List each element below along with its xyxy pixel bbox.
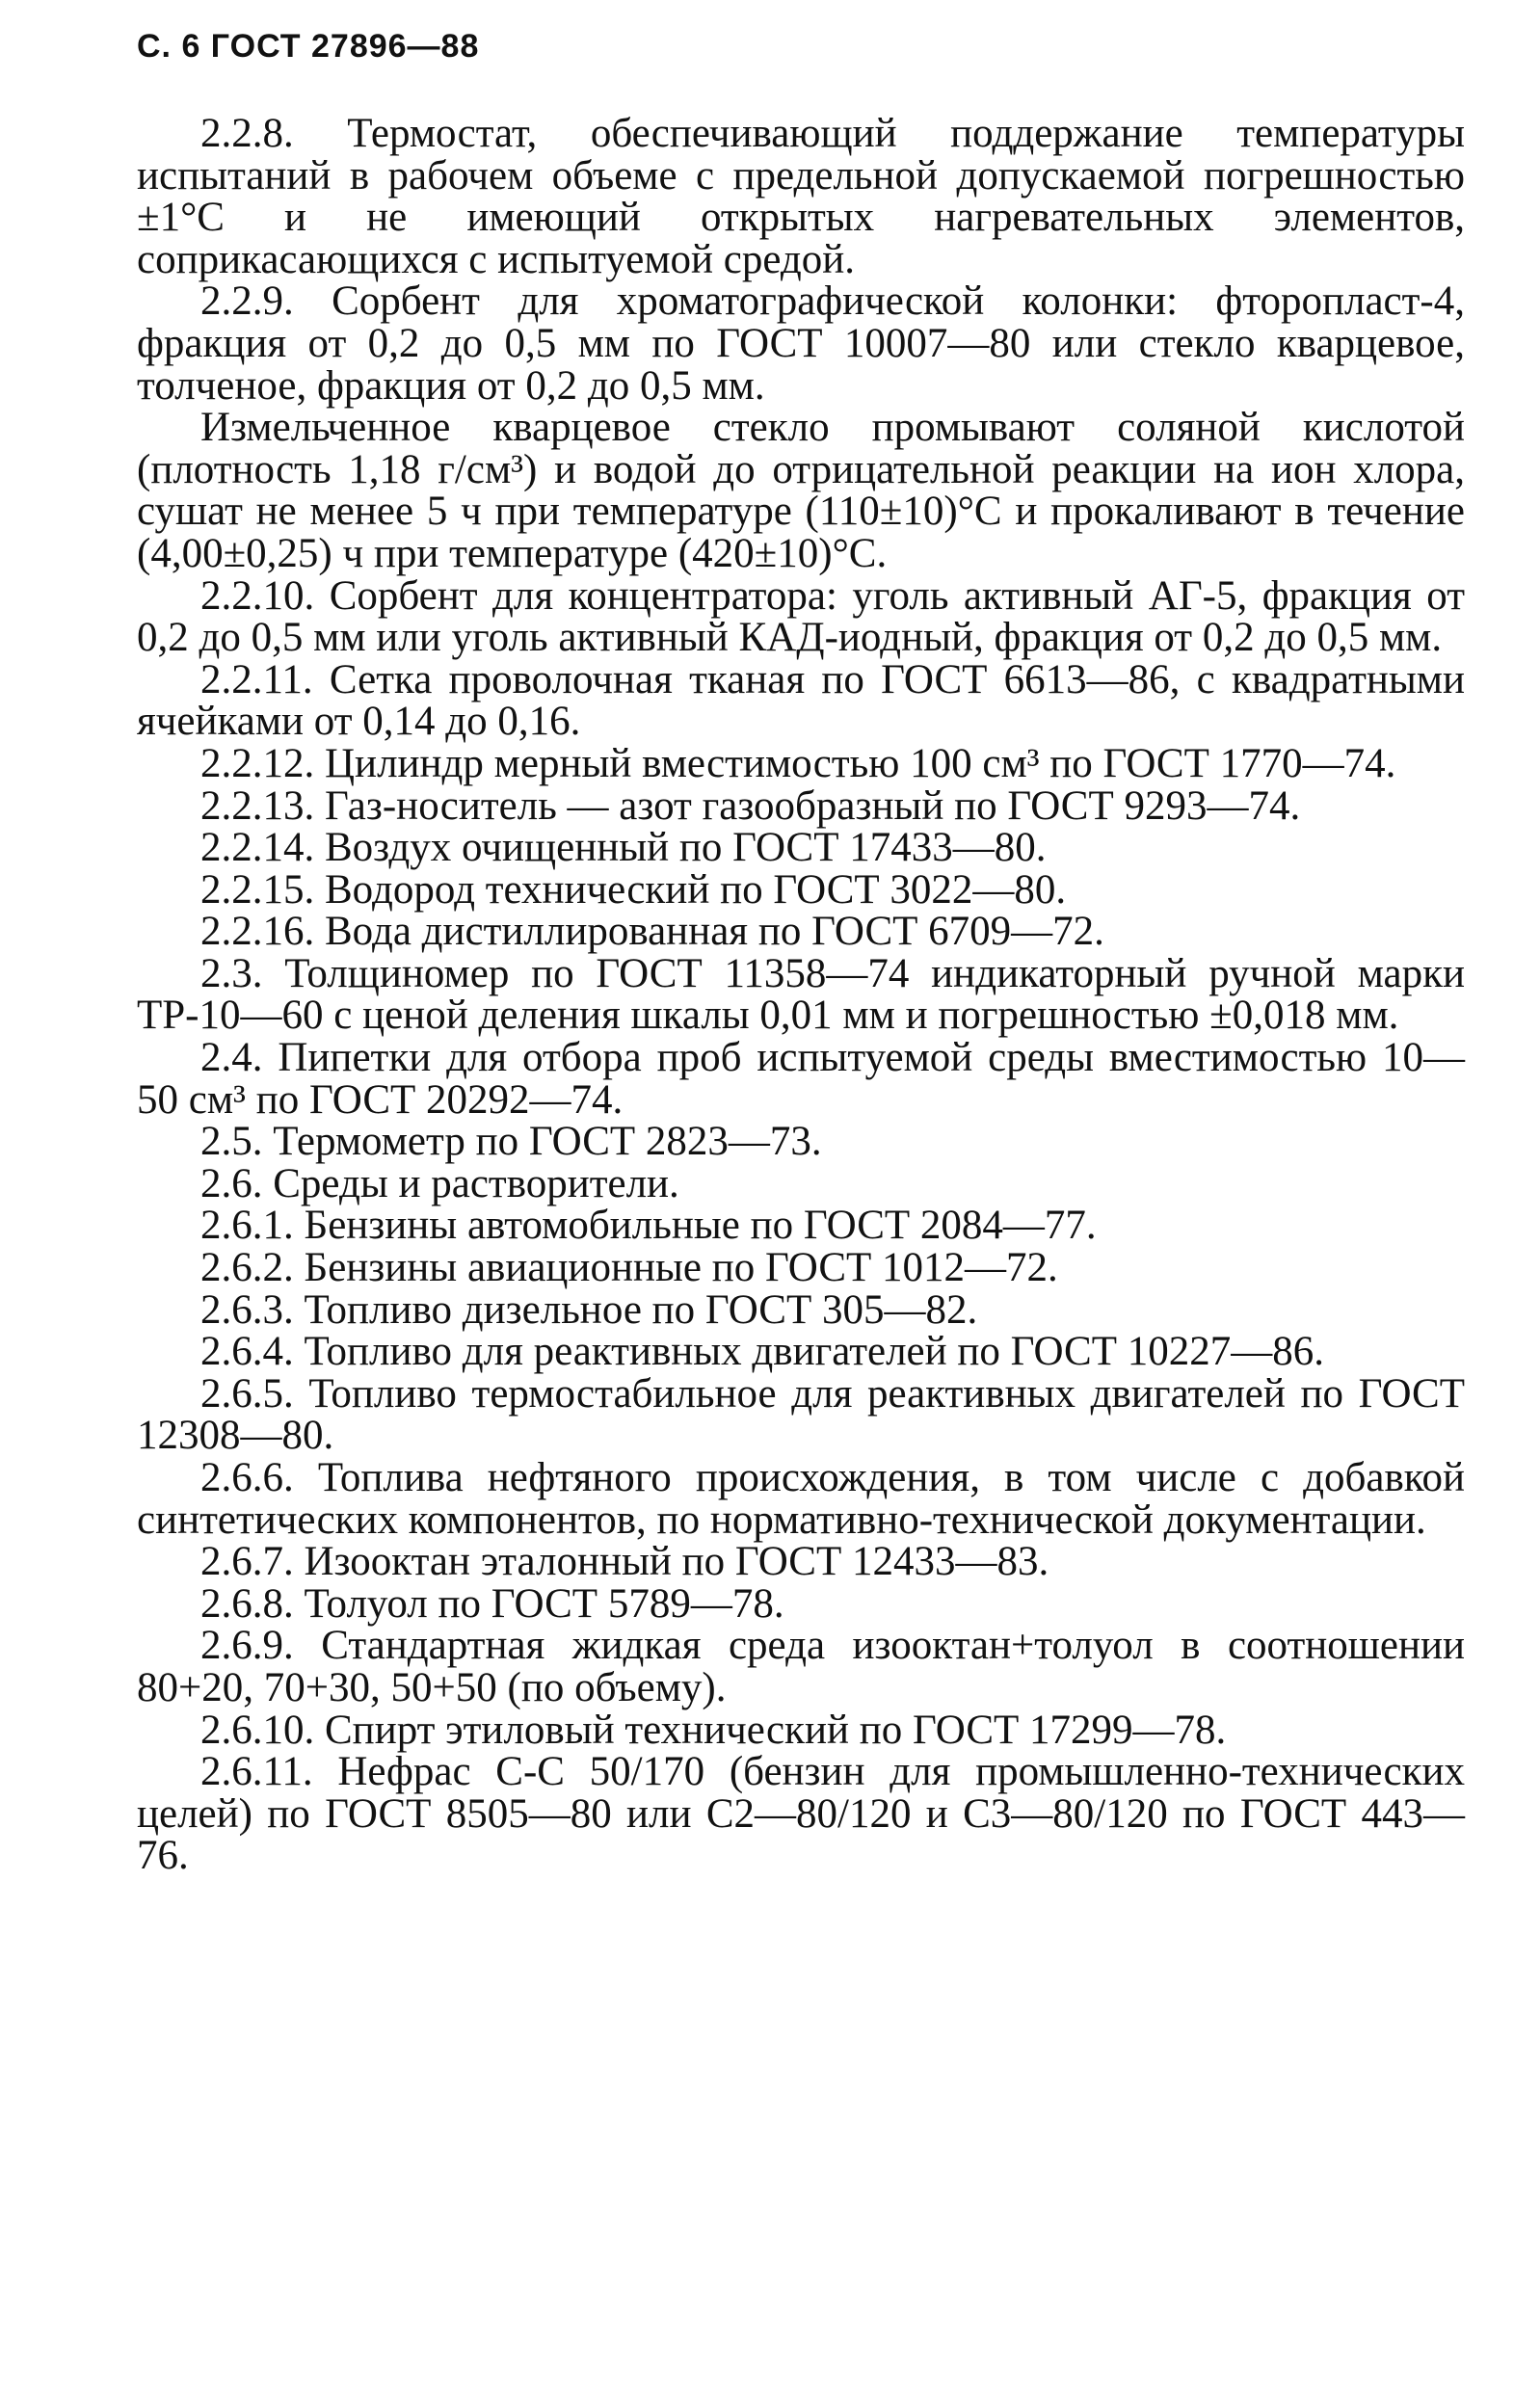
paragraph: 2.2.13. Газ-носитель — азот газообразный по ГОСТ 9293—74. — [200, 782, 1301, 829]
paragraph: 2.6.4. Топливо для реактивных двигателей по ГОСТ 10227—86. — [200, 1329, 1324, 1375]
paragraph: 2.2.11. Сетка проволочная тканая по ГОСТ 6613—86, с квадратными ячейками от 0,14 до 0,16. — [137, 656, 1465, 745]
paragraph: 2.2.16. Вода дистиллированная по ГОСТ 6709—72. — [200, 909, 1104, 955]
paragraph: 2.3. Толщиномер по ГОСТ 11358—74 индикаторный ручной марки ТР-10—60 с ценой деления шкалы 0,01 мм и погрешностью ±0,018 мм. — [137, 950, 1465, 1039]
paragraph: 2.4. Пипетки для отбора проб испытуемой среды вместимостью 10—50 см³ по ГОСТ 20292—74. — [137, 1035, 1465, 1123]
paragraph: 2.6.6. Топлива нефтяного происхождения, в том числе с добавкой синтетических компонентов, по нормативно-технической документации. — [137, 1455, 1465, 1543]
paragraph: 2.6.1. Бензины автомобильные по ГОСТ 2084—77. — [200, 1203, 1097, 1249]
paragraph: 2.2.12. Цилиндр мерный вместимостью 100 см³ по ГОСТ 1770—74. — [200, 740, 1396, 786]
paragraph: 2.2.8. Термостат, обеспечивающий поддержание температуры испытаний в рабочем объеме с предельной допускаемой погрешностью ±1°С и не имеющий открытых нагревательных элементов, соприкасающихся с испытуемой средой. — [137, 111, 1465, 282]
paragraph: 2.6.8. Толуол по ГОСТ 5789—78. — [200, 1580, 784, 1627]
paragraph: 2.2.15. Водород технический по ГОСТ 3022—80. — [200, 866, 1067, 913]
paragraph: 2.2.10. Сорбент для концентратора: уголь активный АГ-5, фракция от 0,2 до 0,5 мм или уголь активный КАД-иодный, фракция от 0,2 до 0,5 мм. — [137, 572, 1465, 661]
paragraph: 2.6.2. Бензины авиационные по ГОСТ 1012—72. — [200, 1245, 1058, 1291]
paragraph: 2.6.5. Топливо термостабильное для реактивных двигателей по ГОСТ 12308—80. — [137, 1370, 1465, 1459]
paragraph: 2.5. Термометр по ГОСТ 2823—73. — [200, 1119, 822, 1165]
document-body — [137, 113, 1465, 1877]
paragraph: 2.6.9. Стандартная жидкая среда изооктан+толуол в соотношении 80+20, 70+30, 50+50 (по объему). — [137, 1623, 1465, 1710]
paragraph: 2.6.3. Топливо дизельное по ГОСТ 305—82. — [200, 1286, 978, 1333]
paragraph: 2.2.14. Воздух очищенный по ГОСТ 17433—80. — [200, 825, 1047, 871]
paragraph: Измельченное кварцевое стекло промывают соляной кислотой (плотность 1,18 г/см³) и водой до отрицательной реакции на ион хлора, сушат не менее 5 ч при температуре (110±10)°С и прокаливают в течение (4,00±0,25) ч при температуре (420±10)°С. — [137, 405, 1465, 576]
page-header: С. 6 ГОСТ 27896—88 — [137, 28, 480, 65]
paragraph: 2.6.11. Нефрас С-С 50/170 (бензин для промышленно-технических целей) по ГОСТ 8505—80 или С2—80/120 и С3—80/120 по ГОСТ 443—76. — [137, 1749, 1465, 1879]
paragraph: 2.6.7. Изооктан эталонный по ГОСТ 12433—83. — [200, 1539, 1049, 1585]
paragraph: 2.6. Среды и растворители. — [200, 1160, 679, 1206]
paragraph: 2.6.10. Спирт этиловый технический по ГОСТ 17299—78. — [200, 1707, 1227, 1753]
paragraph: 2.2.9. Сорбент для хроматографической колонки: фторопласт-4, фракция от 0,2 до 0,5 мм по ГОСТ 10007—80 или стекло кварцевое, толченое, фракция от 0,2 до 0,5 мм. — [137, 278, 1465, 409]
